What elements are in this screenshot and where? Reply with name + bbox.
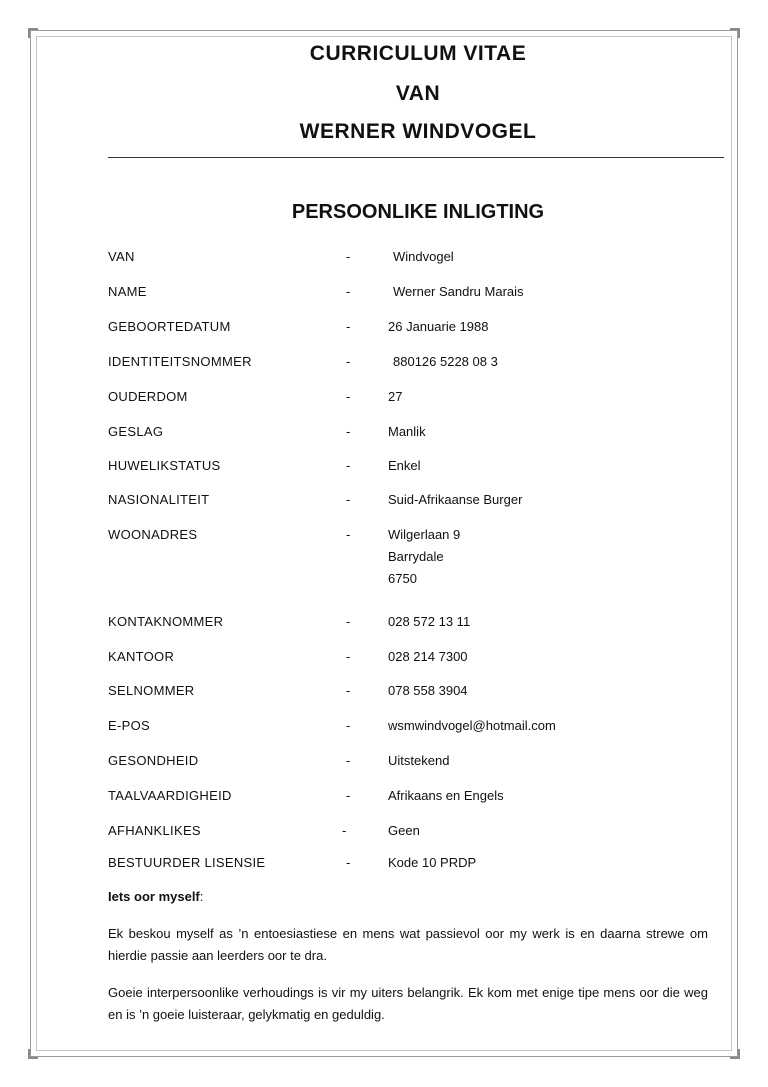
field-label: AFHANKLIKES xyxy=(108,823,201,838)
field-label: SELNOMMER xyxy=(108,683,195,698)
field-separator: - xyxy=(346,855,351,870)
field-label: GESONDHEID xyxy=(108,753,199,768)
field-label: GEBOORTEDATUM xyxy=(108,319,231,334)
field-label: NASIONALITEIT xyxy=(108,492,210,507)
field-row-bestuurder-lisensie xyxy=(108,855,708,873)
field-separator: - xyxy=(346,424,351,439)
field-separator: - xyxy=(346,614,351,629)
address-line-street: Wilgerlaan 9 xyxy=(388,527,461,542)
field-row-huwelikstatus xyxy=(108,458,708,476)
field-row-afhanklikes xyxy=(108,823,708,841)
address-line-town: Barrydale xyxy=(388,549,444,564)
corner-ornament-top-right xyxy=(730,28,740,38)
field-value: Suid-Afrikaanse Burger xyxy=(388,492,523,507)
section-heading: PERSOONLIKE INLIGTING xyxy=(291,201,545,223)
field-value: Kode 10 PRDP xyxy=(388,855,477,870)
field-separator: - xyxy=(346,527,351,542)
field-label: OUDERDOM xyxy=(108,389,188,404)
cv-title: CURRICULUM VITAE xyxy=(309,42,527,65)
field-value: Windvogel xyxy=(393,249,454,264)
field-label: GESLAG xyxy=(108,424,164,439)
field-row-woonadres xyxy=(108,527,708,593)
field-value: Enkel xyxy=(388,458,421,473)
field-separator: - xyxy=(346,389,351,404)
field-label: VAN xyxy=(108,249,135,264)
field-value: 078 558 3904 xyxy=(388,683,468,698)
field-separator: - xyxy=(342,823,347,838)
field-row-identiteitsnommer xyxy=(108,354,708,372)
field-value: 26 Januarie 1988 xyxy=(388,319,489,334)
email-value: wsmwindvogel@hotmail.com xyxy=(388,718,556,733)
about-heading-colon: : xyxy=(199,889,204,904)
field-row-kantoor xyxy=(108,649,708,667)
about-paragraph-1: Ek beskou myself as ’n entoesiastiese en mens wat passievol oor my werk is en daarna strewe om hierdie passie aan leerders oor te dra. xyxy=(108,926,708,963)
field-row-van xyxy=(108,249,708,267)
field-row-kontaknommer xyxy=(108,614,708,632)
field-label: KANTOOR xyxy=(108,649,175,664)
field-row-nasionaliteit xyxy=(108,492,708,510)
field-separator: - xyxy=(346,458,351,473)
field-row-selnommer xyxy=(108,683,708,701)
field-label: TAALVAARDIGHEID xyxy=(108,788,232,803)
cv-owner-name: WERNER WINDVOGEL xyxy=(299,120,537,143)
field-label: WOONADRES xyxy=(108,527,198,542)
field-value: Afrikaans en Engels xyxy=(388,788,504,803)
field-separator: - xyxy=(346,683,351,698)
field-row-gesondheid xyxy=(108,753,708,771)
about-heading-text: Iets oor myself xyxy=(108,889,200,904)
field-separator: - xyxy=(346,319,351,334)
field-value: 028 572 13 11 xyxy=(388,614,471,629)
field-separator: - xyxy=(346,284,351,299)
field-separator: - xyxy=(346,649,351,664)
corner-ornament-top-left xyxy=(28,28,38,38)
field-value: Geen xyxy=(388,823,420,838)
field-value: 028 214 7300 xyxy=(388,649,468,664)
field-row-geboortedatum xyxy=(108,319,708,337)
field-row-name xyxy=(108,284,708,302)
field-label: BESTUURDER LISENSIE xyxy=(108,855,266,870)
about-heading xyxy=(108,889,203,904)
field-row-taalvaardigheid xyxy=(108,788,708,806)
field-label: KONTAKNOMMER xyxy=(108,614,224,629)
cv-title-van: VAN xyxy=(395,82,441,105)
field-value: Uitstekend xyxy=(388,753,450,768)
field-label: HUWELIKSTATUS xyxy=(108,458,221,473)
field-label: IDENTITEITSNOMMER xyxy=(108,354,252,369)
address-value xyxy=(388,524,460,590)
corner-ornament-bottom-left xyxy=(28,1049,38,1059)
field-label: E-POS xyxy=(108,718,150,733)
about-paragraph-2: Goeie interpersoonlike verhoudings is vir my uiters belangrik. Ek kom met enige tipe mens oor die weg en is ’n goeie luisteraar, gelykmatig en geduldig. xyxy=(108,985,708,1022)
field-row-e-pos xyxy=(108,718,708,736)
field-separator: - xyxy=(346,753,351,768)
field-row-geslag xyxy=(108,424,708,442)
field-value: Werner Sandru Marais xyxy=(393,284,524,299)
corner-ornament-bottom-right xyxy=(730,1049,740,1059)
field-label: NAME xyxy=(108,284,147,299)
field-separator: - xyxy=(346,492,351,507)
field-separator: - xyxy=(346,788,351,803)
field-separator: - xyxy=(346,249,351,264)
field-value: 27 xyxy=(388,389,403,404)
field-row-ouderdom xyxy=(108,389,708,407)
field-separator: - xyxy=(346,718,351,733)
field-separator: - xyxy=(346,354,351,369)
field-value: 880126 5228 08 3 xyxy=(393,354,498,369)
address-line-postcode: 6750 xyxy=(388,571,417,586)
header-divider xyxy=(108,157,724,158)
field-value: Manlik xyxy=(388,424,426,439)
